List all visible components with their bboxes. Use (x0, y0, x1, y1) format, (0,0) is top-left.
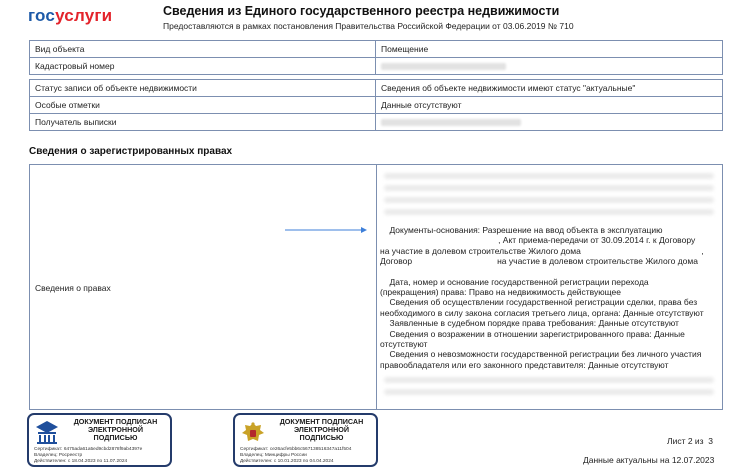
redacted-text (384, 197, 714, 203)
redacted-text (384, 377, 714, 383)
object-type-value: Помещение (376, 41, 723, 58)
recipient-value (376, 114, 723, 131)
arrow-right-icon (285, 226, 367, 234)
cadastral-number-label: Кадастровый номер (30, 58, 376, 75)
rights-line: правообладателя или его законного представителя: Данные отсутствуют (380, 359, 669, 370)
gosuslugi-logo: госуслуги (28, 6, 113, 25)
stamp-certificate-info: Сертификат: ce26acfe5bb6c567138516347a11f504 Владелец: Минцифры России Действителен: с 10.01.2023 по 04.04.2024 (240, 447, 352, 464)
stamp-heading: ДОКУМЕНТ ПОДПИСАН ЭЛЕКТРОННОЙ ПОДПИСЬЮ (73, 417, 158, 443)
rights-line: Дата, номер и основание государственной регистрации перехода (380, 276, 649, 287)
redacted-text (384, 173, 714, 179)
object-type-label: Вид объекта (30, 41, 376, 58)
table-row (30, 41, 723, 58)
page-counter: Лист 2 из 3 (667, 436, 714, 446)
rights-details (380, 225, 720, 370)
rights-line: отсутствуют (380, 339, 428, 350)
rights-table (29, 164, 723, 410)
rights-line: Документы-основания: Разрешение на ввод объекта в эксплуатацию (380, 225, 663, 235)
data-actual-date: Данные актуальны на 12.07.2023 (583, 455, 715, 465)
cadastral-number-value (376, 58, 723, 75)
document-title: Сведения из Единого государственного реестра недвижимости (163, 4, 560, 18)
signature-stamp-rosreestr (27, 413, 172, 467)
rights-line: Сведения об осуществлении государственной регистрации сделки, права без (380, 297, 698, 308)
status-table (29, 79, 723, 131)
table-row (30, 97, 723, 114)
rights-line: , Акт приема-передачи от 30.09.2014 г. к Договору (380, 235, 696, 246)
record-status-label: Статус записи об объекте недвижимости (30, 80, 376, 97)
rights-line: (прекращения) права: Право на недвижимость действующее (380, 287, 621, 298)
rights-line: Договор на участие в долевом строительстве Жилого дома (380, 256, 698, 267)
table-row (30, 80, 723, 97)
rights-label: Сведения о правах (35, 283, 111, 293)
rights-line: Заявленные в судебном порядке права требования: Данные отсутствуют (380, 318, 679, 329)
rights-line: необходимого в силу закона согласия третьего лица, органа: Данные отсутствуют (380, 307, 704, 318)
recipient-label: Получатель выписки (30, 114, 376, 131)
stamp-heading: ДОКУМЕНТ ПОДПИСАН ЭЛЕКТРОННОЙ ПОДПИСЬЮ (279, 417, 364, 443)
special-marks-label: Особые отметки (30, 97, 376, 114)
redacted-text (384, 389, 714, 395)
redacted-text (384, 185, 714, 191)
rights-line: Сведения о возражении в отношении зарегистрированного права: Данные (380, 328, 685, 339)
signature-stamp-mintsifry (233, 413, 378, 467)
table-row (30, 58, 723, 75)
stamp-certificate-info: Сертификат: 6475ada61a5ed9cbd2878f9ab4397e Владелец: Росреестр Действителен: с 18.04.2023 по 11.07.2024 (34, 447, 143, 464)
redacted-text (384, 209, 714, 215)
table-row (30, 114, 723, 131)
rights-line: на участие в долевом строительстве Жилого дома , (380, 245, 704, 256)
rights-line: Сведения о невозможности государственной регистрации без личного участия (380, 349, 702, 360)
record-status-value: Сведения об объекте недвижимости имеют статус "актуальные" (376, 80, 723, 97)
column-divider (376, 165, 377, 409)
coat-of-arms-icon (240, 420, 266, 446)
rights-section-title: Сведения о зарегистрированных правах (29, 146, 233, 157)
object-table (29, 40, 723, 75)
rosreestr-emblem-icon (34, 420, 60, 446)
special-marks-value: Данные отсутствуют (376, 97, 723, 114)
document-subtitle: Предоставляются в рамках постановления Правительства Российской Федерации от 03.06.2019 № 710 (163, 21, 574, 31)
